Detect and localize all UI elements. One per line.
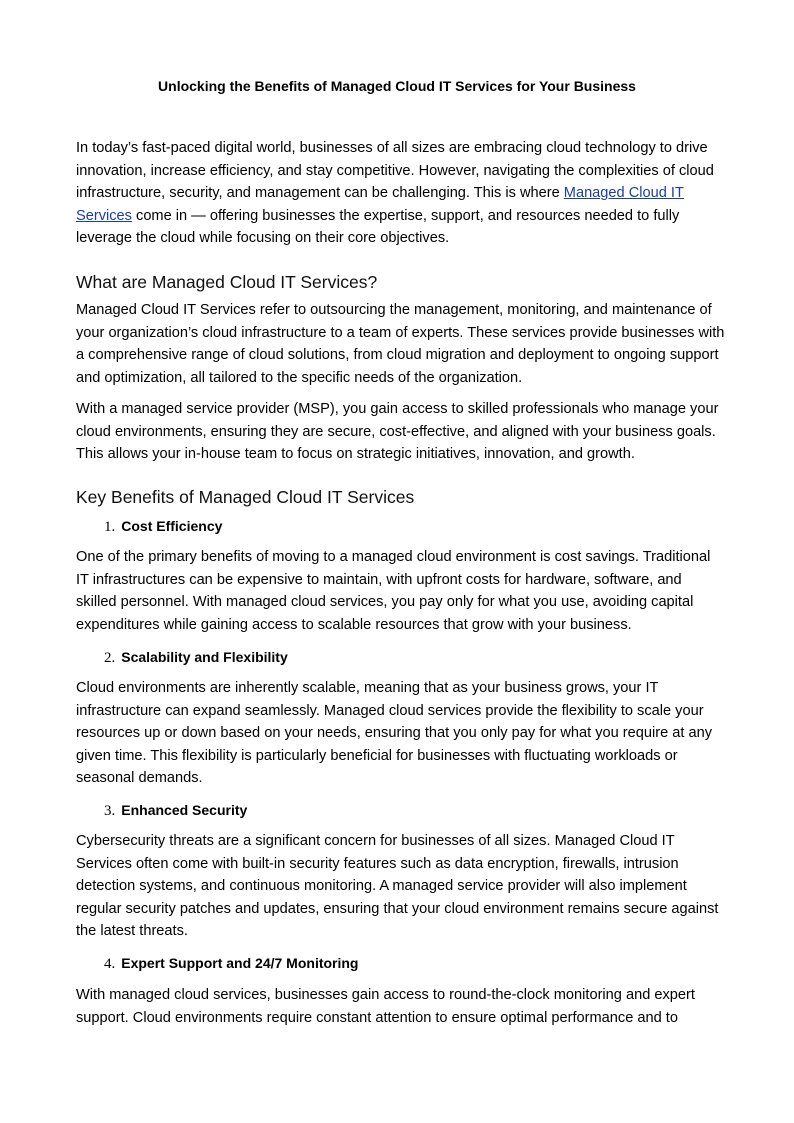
list-label: Cost Efficiency	[121, 518, 223, 534]
list-number: 3.	[104, 803, 116, 819]
list-item-heading	[104, 953, 358, 974]
managed-cloud-it-services-link[interactable]: Managed Cloud IT Services	[76, 185, 684, 224]
section-heading-key-benefits: Key Benefits of Managed Cloud IT Services	[76, 487, 415, 507]
document-title: Unlocking the Benefits of Managed Cloud IT Services for Your Business	[158, 78, 636, 94]
intro-paragraph	[76, 137, 726, 250]
list-number: 4.	[104, 956, 116, 972]
list-item-heading	[104, 800, 247, 821]
list-item-heading	[104, 647, 288, 668]
benefit-paragraph: Cybersecurity threats are a significant concern for businesses of all sizes. Managed Cloud IT Services often come with built-in security features such as data encryption, firewalls, intrusion detection systems, and continuous monitoring. A managed service provider will also implement regular security patches and updates, ensuring that your cloud environment remains secure against the latest threats.	[76, 833, 719, 939]
list-number: 1.	[104, 519, 116, 535]
intro-text-after-link: come in — offering businesses the expertise, support, and resources needed to fully leverage the cloud while focusing on their core objectives.	[76, 207, 680, 246]
list-number: 2.	[104, 650, 116, 666]
section1-paragraph-1: Managed Cloud IT Services refer to outsourcing the management, monitoring, and maintenance of your organization’s cloud infrastructure to a team of experts. These services provide businesses with a comprehensive range of cloud solutions, from cloud migration and deployment to ongoing support and optimization, all tailored to the specific needs of the organization.	[76, 302, 725, 386]
intro-text-before-link: In today’s fast-paced digital world, businesses of all sizes are embracing cloud technology to drive innovation, increase efficiency, and stay competitive. However, navigating the complexities of cloud infrastructure, security, and management can be challenging. This is where	[76, 140, 714, 201]
benefit-paragraph: One of the primary benefits of moving to a managed cloud environment is cost savings. Traditional IT infrastructures can be expensive to maintain, with upfront costs for hardware, software, and skilled personnel. With managed cloud services, you pay only for what you use, avoiding capital expenditures while gaining access to scalable resources that grow with your business.	[76, 549, 711, 633]
benefit-paragraph: Cloud environments are inherently scalable, meaning that as your business grows, your IT infrastructure can expand seamlessly. Managed cloud services provide the flexibility to scale your resources up or down based on your needs, ensuring that you only pay for what you require at any given time. This flexibility is particularly beneficial for businesses with fluctuating workloads or seasonal demands.	[76, 680, 713, 786]
section1-paragraph-2: With a managed service provider (MSP), you gain access to skilled professionals who manage your cloud environments, ensuring they are secure, cost-effective, and aligned with your business goals. This allows your in-house team to focus on strategic initiatives, innovation, and growth.	[76, 401, 719, 462]
list-label: Scalability and Flexibility	[121, 649, 288, 665]
section-heading-what-are: What are Managed Cloud IT Services?	[76, 272, 378, 292]
list-item-heading	[104, 516, 222, 537]
list-label: Expert Support and 24/7 Monitoring	[121, 955, 359, 971]
list-label: Enhanced Security	[121, 802, 248, 818]
benefit-paragraph: With managed cloud services, businesses gain access to round-the-clock monitoring and expert support. Cloud environments require constant attention to ensure optimal performance and to	[76, 987, 695, 1026]
